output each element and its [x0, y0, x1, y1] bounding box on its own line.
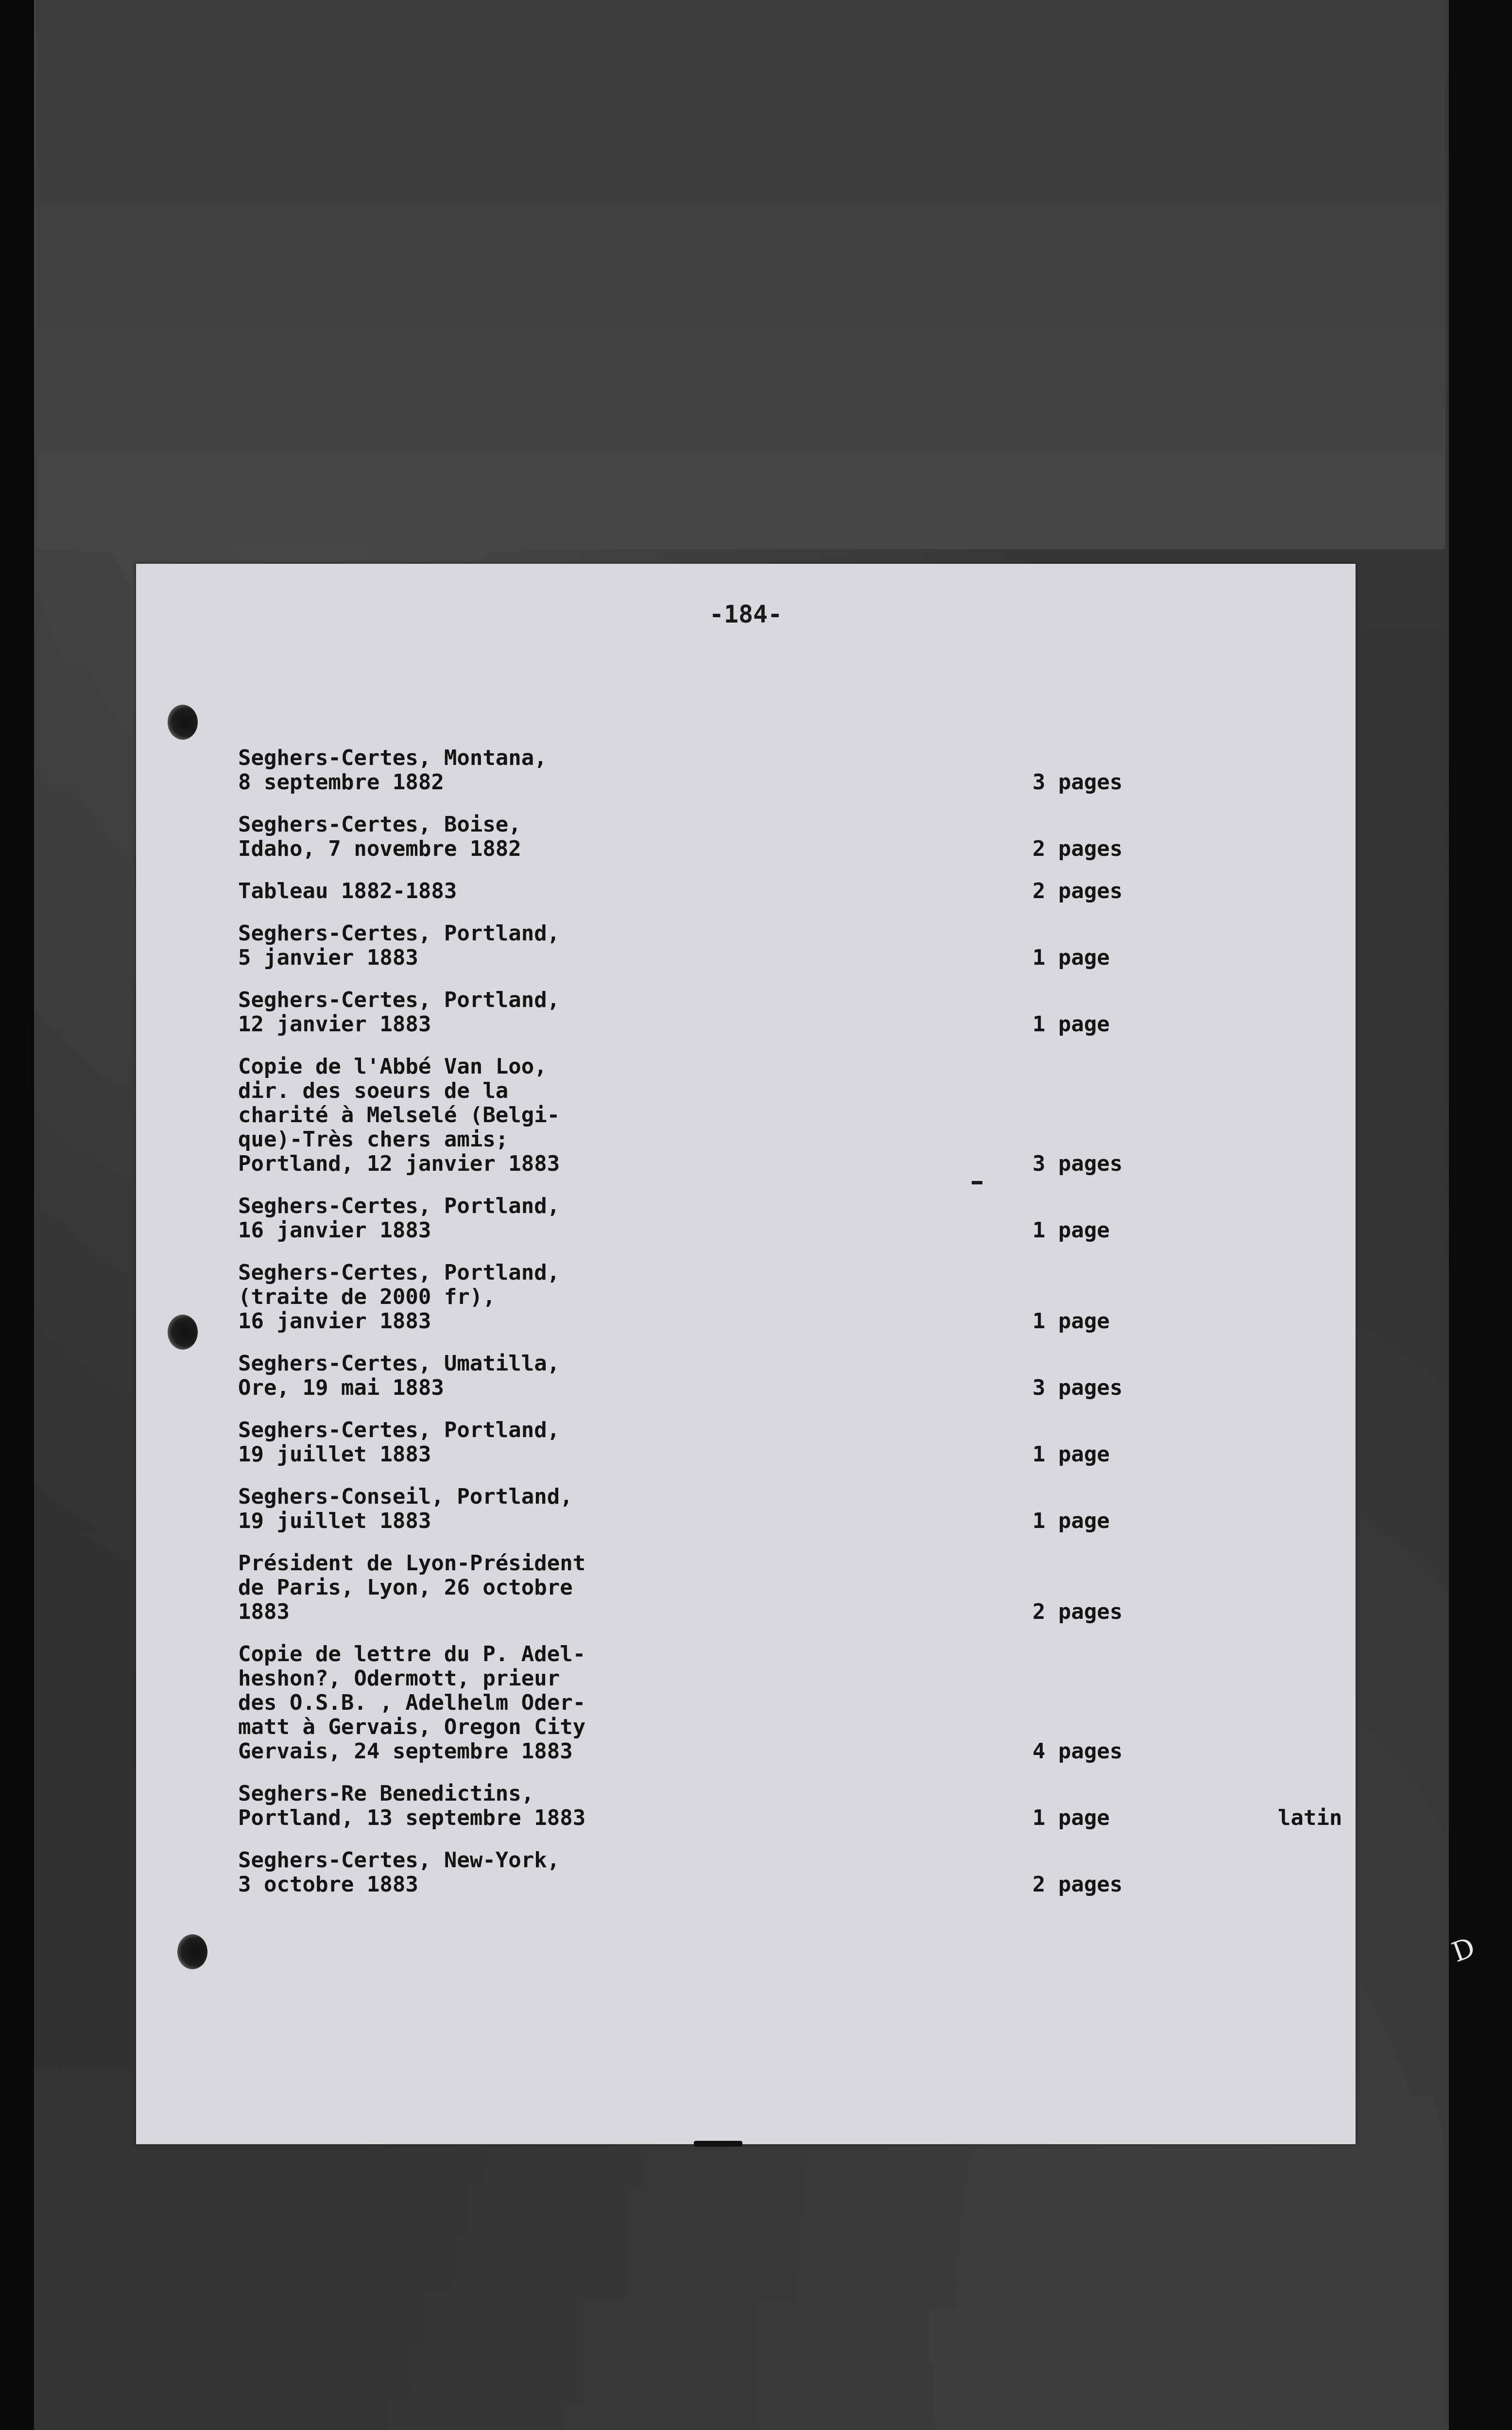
entry [238, 1551, 1346, 1624]
entry [238, 1782, 1346, 1830]
entry-title: Seghers-Certes, Portland, 12 janvier 1883 [238, 988, 560, 1037]
entry [238, 1848, 1346, 1897]
entry-page-count: 1 page [1032, 1442, 1110, 1467]
entry-title: Seghers-Re Benedictins, Portland, 13 septembre 1883 [238, 1781, 586, 1830]
entry-page-count: 2 pages [1032, 879, 1123, 903]
background-sheet [36, 0, 1445, 549]
entry-title: Tableau 1882-1883 [238, 879, 457, 903]
entry-title: Seghers-Certes, Boise, Idaho, 7 novembre 1882 [238, 812, 521, 861]
entry [238, 1055, 1346, 1176]
entry [238, 1261, 1346, 1334]
entry-title: Seghers-Certes, Portland, 16 janvier 1883 [238, 1194, 560, 1243]
entry-page-count: 1 page [1032, 1012, 1110, 1037]
entry-page-count: 1 page [1032, 1509, 1110, 1533]
entry-title: Seghers-Certes, Umatilla, Ore, 19 mai 1883 [238, 1351, 560, 1400]
entry-title: Seghers-Conseil, Portland, 19 juillet 1883 [238, 1484, 573, 1533]
punch-hole-middle [168, 1315, 198, 1350]
entry [238, 879, 1346, 903]
entry-title: Seghers-Certes, Portland, 19 juillet 1883 [238, 1418, 560, 1467]
punch-hole-top [168, 705, 198, 740]
entry [238, 988, 1346, 1037]
entry-page-count: 1 page [1032, 1218, 1110, 1243]
entry-page-count: 2 pages [1032, 836, 1123, 861]
entry-page-count: 1 page [1032, 945, 1110, 970]
entry-page-count: 1 page [1032, 1309, 1110, 1334]
entry-title: Seghers-Certes, Montana, 8 septembre 1882 [238, 746, 547, 795]
page-bottom-mark [694, 2141, 742, 2147]
entry-title: Seghers-Certes, Portland, 5 janvier 1883 [238, 921, 560, 970]
entry [238, 1194, 1346, 1243]
entry-title: Copie de l'Abbé Van Loo, dir. des soeurs de la charité à Melselé (Belgi- que)-Très chers amis; Portland, 12 janvier 1883 [238, 1054, 560, 1176]
document-page [136, 564, 1356, 2144]
document-entry-list [238, 746, 1346, 1915]
film-edge-left [0, 0, 34, 2430]
entry [238, 746, 1346, 795]
margin-handwritten-mark: D [1448, 1931, 1479, 1969]
entry-title: Seghers-Certes, Portland, (traite de 2000 fr), 16 janvier 1883 [238, 1260, 560, 1334]
entry [238, 1642, 1346, 1764]
entry-page-count: 3 pages [1032, 1151, 1123, 1176]
entry-title: Copie de lettre du P. Adel- heshon?, Odermott, prieur des O.S.B. , Adelhelm Oder- matt à Gervais, Oregon City Gervais, 24 septembre 1883 [238, 1642, 586, 1764]
entry-title: Président de Lyon-Président de Paris, Lyon, 26 octobre 1883 [238, 1551, 586, 1624]
entry-page-count: 3 pages [1032, 1375, 1123, 1400]
entry [238, 921, 1346, 970]
entry [238, 1418, 1346, 1467]
film-edge-right [1449, 0, 1512, 2430]
stray-ink-mark [972, 1181, 982, 1184]
punch-hole-bottom [177, 1934, 207, 1969]
entry-page-count: 2 pages [1032, 1599, 1123, 1624]
entry-language-note: latin [1278, 1805, 1342, 1830]
entry-page-count: 1 page [1032, 1805, 1110, 1830]
page-number: -184- [709, 600, 783, 628]
entry [238, 813, 1346, 861]
entry-page-count: 2 pages [1032, 1872, 1123, 1897]
entry [238, 1485, 1346, 1533]
entry-page-count: 4 pages [1032, 1739, 1123, 1764]
entry [238, 1352, 1346, 1400]
entry-title: Seghers-Certes, New-York, 3 octobre 1883 [238, 1848, 560, 1897]
entry-page-count: 3 pages [1032, 770, 1123, 795]
